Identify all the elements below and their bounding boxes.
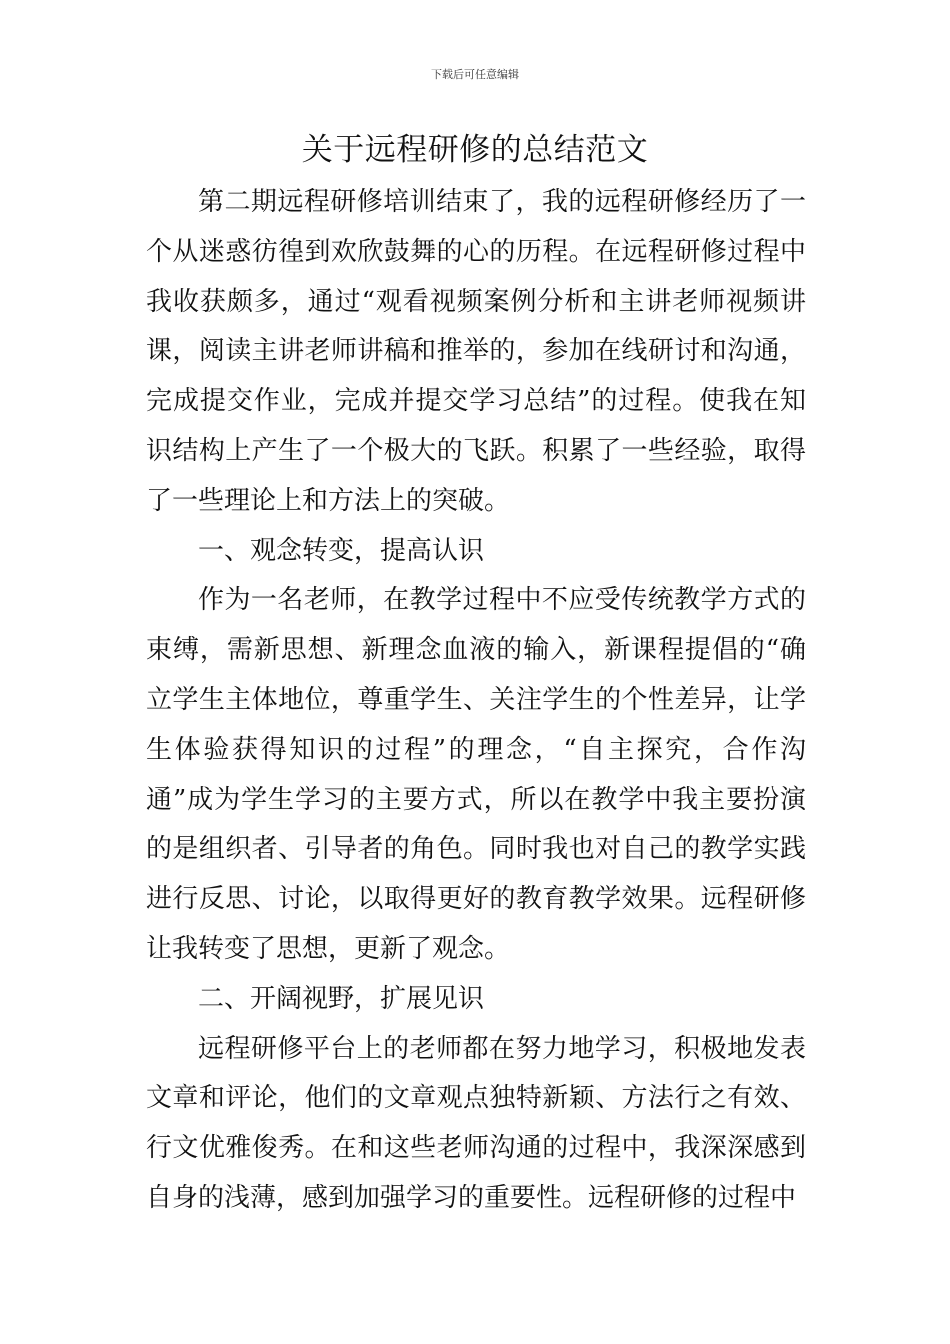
section-1-paragraph: 作为一名老师，在教学过程中不应受传统教学方式的束缚，需新思想、新理念血液的输入，新课程提倡的“确立学生主体地位，尊重学生、关注学生的个性差异，让学生体验获得知识的过程”的理念，“自主探究，合作沟通”成为学生学习的主要方式，所以在教学中我主要扮演的是组织者、引导者的角色。同时我也对自己的教学实践进行反思、讨论，以取得更好的教育教学效果。远程研修让我转变了思想，更新了观念。 (146, 585, 806, 964)
section-heading-2: 二、开阔视野，扩展见识 (198, 983, 485, 1014)
header-note: 下载后可任意编辑 (431, 68, 519, 81)
section-2-paragraph: 远程研修平台上的老师都在努力地学习，积极地发表文章和评论，他们的文章观点独特新颖、方法行之有效、行文优雅俊秀。在和这些老师沟通的过程中，我深深感到自身的浅薄，感到加强学习的重要性。远程研修的过程中 (146, 1033, 806, 1213)
intro-paragraph: 第二期远程研修培训结束了，我的远程研修经历了一个从迷惑彷徨到欢欣鼓舞的心的历程。在远程研修过程中我收获颇多，通过“观看视频案例分析和主讲老师视频讲课，阅读主讲老师讲稿和推举的，参加在线研讨和沟通，完成提交作业，完成并提交学习总结”的过程。使我在知识结构上产生了一个极大的飞跃。积累了一些经验，取得了一些理论上和方法上的突破。 (146, 187, 806, 516)
document-title: 关于远程研修的总结范文 (301, 132, 649, 168)
section-heading-1: 一、观念转变，提高认识 (198, 535, 485, 566)
document-body (146, 178, 806, 1224)
